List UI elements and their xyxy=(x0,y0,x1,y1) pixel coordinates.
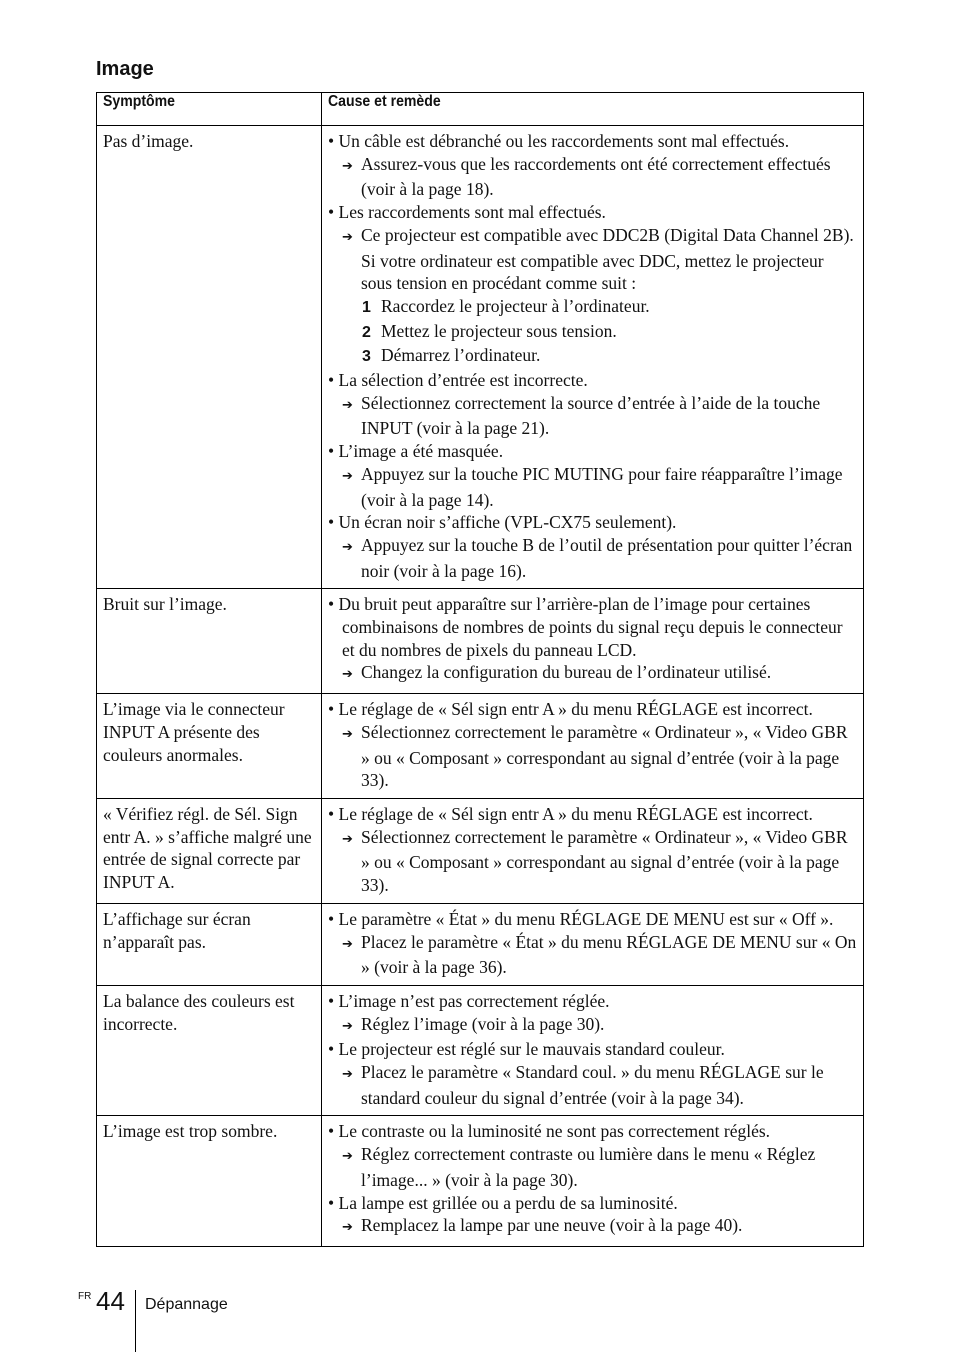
remedy-item xyxy=(328,534,857,582)
page-number: 44 xyxy=(96,1286,125,1316)
table-row xyxy=(97,798,864,903)
arrow-right-icon: ➔ xyxy=(342,539,353,555)
cause-text: Le réglage de « Sél sign entr A » du menu RÉGLAGE est incorrect. xyxy=(338,699,813,720)
cause-remedy-cell xyxy=(322,126,864,589)
table-row xyxy=(97,694,864,799)
remedy-item xyxy=(328,721,857,792)
arrow-right-icon: ➔ xyxy=(342,667,353,683)
step-text: Mettez le projecteur sous tension. xyxy=(381,320,617,341)
remedy-text: Sélectionnez correctement le paramètre « Ordinateur », « Video GBR » ou « Composant » correspondant au signal d’entrée (voir à la page 33). xyxy=(361,826,848,896)
arrow-right-icon: ➔ xyxy=(342,1149,353,1165)
cause-remedy-cell xyxy=(322,589,864,694)
arrow-right-icon: ➔ xyxy=(342,229,353,245)
cause-remedy-cell xyxy=(322,1116,864,1247)
footer-language: FR xyxy=(78,1291,92,1302)
cause-remedy-cell xyxy=(322,694,864,799)
remedy-text: Assurez-vous que les raccordements ont été correctement effectués (voir à la page 18). xyxy=(361,153,831,200)
remedy-item xyxy=(328,1013,857,1039)
remedy-text: Placez le paramètre « Standard coul. » du menu RÉGLAGE sur le standard couleur du signal d’entrée (voir à la page 34). xyxy=(361,1062,824,1108)
header-symptom: Symptôme xyxy=(97,93,322,126)
remedy-item xyxy=(328,224,857,295)
remedy-text: Changez la configuration du bureau de l’ordinateur utilisé. xyxy=(361,662,772,683)
remedy-item xyxy=(328,1214,857,1240)
section-title: Image xyxy=(96,58,154,80)
troubleshooting-table xyxy=(96,92,864,1247)
symptom-cell: L’image est trop sombre. xyxy=(97,1116,322,1247)
symptom-cell: L’image via le connecteur INPUT A présente des couleurs anormales. xyxy=(97,694,322,799)
cause-text: L’image a été masquée. xyxy=(338,441,504,462)
cause-text: La sélection d’entrée est incorrecte. xyxy=(338,370,588,391)
cause-item: • La lampe est grillée ou a perdu de sa luminosité. xyxy=(328,1192,678,1213)
footer-section: Dépannage xyxy=(145,1296,228,1313)
cause-text: Le réglage de « Sél sign entr A » du menu RÉGLAGE est incorrect. xyxy=(338,803,813,824)
step-text: Raccordez le projecteur à l’ordinateur. xyxy=(381,295,650,316)
table-body xyxy=(97,126,864,1247)
remedy-text: Placez le paramètre « État » du menu RÉGLAGE DE MENU sur « On » (voir à la page 36). xyxy=(361,931,857,978)
step-number: 2 xyxy=(362,323,371,341)
cause-item: • Le réglage de « Sél sign entr A » du menu RÉGLAGE est incorrect. xyxy=(328,803,813,824)
remedy-text: Sélectionnez correctement le paramètre « Ordinateur », « Video GBR » ou « Composant » correspondant au signal d’entrée (voir à la page 33). xyxy=(361,721,848,791)
cause-text: Le contraste ou la luminosité ne sont pas correctement réglés. xyxy=(338,1121,771,1142)
remedy-item xyxy=(328,661,857,687)
cause-item: • Les raccordements sont mal effectués. xyxy=(328,202,606,223)
step-item xyxy=(328,320,857,345)
arrow-right-icon: ➔ xyxy=(342,831,353,847)
remedy-text: Ce projecteur est compatible avec DDC2B (Digital Data Channel 2B). Si votre ordinateur est compatible avec DDC, mettez le projecteur sous tension en procédant comme suit : xyxy=(361,224,854,294)
cause-text: Un câble est débranché ou les raccordements sont mal effectués. xyxy=(338,131,790,151)
footer-divider xyxy=(135,1290,136,1352)
remedy-item xyxy=(328,153,857,201)
remedy-text: Sélectionnez correctement la source d’entrée à l’aide de la touche INPUT (voir à la page 21). xyxy=(361,392,821,439)
cause-text: Les raccordements sont mal effectués. xyxy=(338,202,606,223)
remedy-item xyxy=(328,826,857,897)
remedy-text: Appuyez sur la touche PIC MUTING pour faire réapparaître l’image (voir à la page 14). xyxy=(361,463,843,510)
remedy-text: Remplacez la lampe par une neuve (voir à la page 40). xyxy=(361,1215,743,1236)
cause-text: Le paramètre « État » du menu RÉGLAGE DE MENU est sur « Off ». xyxy=(338,908,834,929)
step-text: Démarrez l’ordinateur. xyxy=(381,345,541,366)
symptom-cell: L’affichage sur écran n’apparaît pas. xyxy=(97,903,322,985)
cause-item: • Le projecteur est réglé sur le mauvais standard couleur. xyxy=(328,1039,725,1060)
cause-item: • La sélection d’entrée est incorrecte. xyxy=(328,370,588,391)
table-row xyxy=(97,985,864,1116)
table-row xyxy=(97,1116,864,1247)
cause-text: Un écran noir s’affiche (VPL-CX75 seulement). xyxy=(338,512,677,533)
remedy-item xyxy=(328,1143,857,1191)
remedy-text: Réglez correctement contraste ou lumière dans le menu « Réglez l’image... » (voir à la page 30). xyxy=(361,1144,816,1190)
cause-item: • Le réglage de « Sél sign entr A » du menu RÉGLAGE est incorrect. xyxy=(328,699,813,720)
symptom-cell: La balance des couleurs est incorrecte. xyxy=(97,985,322,1116)
cause-item: • Du bruit peut apparaître sur l’arrière-plan de l’image pour certaines combinaisons de nombres de points du signal reçu depuis le connecteur et du nombres de pixels du panneau LCD. xyxy=(328,594,843,660)
arrow-right-icon: ➔ xyxy=(342,1067,353,1083)
cause-remedy-cell xyxy=(322,798,864,903)
remedy-text: Réglez l’image (voir à la page 30). xyxy=(361,1013,605,1034)
arrow-right-icon: ➔ xyxy=(342,468,353,484)
remedy-item xyxy=(328,931,857,979)
remedy-item xyxy=(328,463,857,511)
cause-item: • L’image a été masquée. xyxy=(328,441,504,462)
cause-text: L’image n’est pas correctement réglée. xyxy=(338,990,610,1011)
step-number: 1 xyxy=(362,298,371,316)
symptom-cell: Pas d’image. xyxy=(97,126,322,589)
cause-item: • Le paramètre « État » du menu RÉGLAGE DE MENU est sur « Off ». xyxy=(328,908,834,929)
cause-item: • Un câble est débranché ou les raccordements sont mal effectués. xyxy=(328,131,790,151)
remedy-text: Appuyez sur la touche B de l’outil de présentation pour quitter l’écran noir (voir à la page 16). xyxy=(361,534,853,581)
step-item xyxy=(328,344,857,369)
cause-text: Le projecteur est réglé sur le mauvais standard couleur. xyxy=(338,1039,725,1060)
table-row xyxy=(97,903,864,985)
arrow-right-icon: ➔ xyxy=(342,397,353,413)
header-cause-remedy: Cause et remède xyxy=(322,93,864,126)
cause-remedy-cell xyxy=(322,985,864,1116)
arrow-right-icon: ➔ xyxy=(342,1018,353,1034)
arrow-right-icon: ➔ xyxy=(342,1220,353,1236)
cause-item: • L’image n’est pas correctement réglée. xyxy=(328,990,610,1011)
symptom-cell: « Vérifiez régl. de Sél. Sign entr A. » s’affiche malgré une entrée de signal correcte par INPUT A. xyxy=(97,798,322,903)
remedy-item xyxy=(328,392,857,440)
table-row xyxy=(97,589,864,694)
table-row xyxy=(97,126,864,589)
cause-remedy-cell xyxy=(322,903,864,985)
step-number: 3 xyxy=(362,348,371,366)
symptom-cell: Bruit sur l’image. xyxy=(97,589,322,694)
arrow-right-icon: ➔ xyxy=(342,726,353,742)
step-item xyxy=(328,295,857,320)
arrow-right-icon: ➔ xyxy=(342,158,353,174)
cause-item: • Le contraste ou la luminosité ne sont pas correctement réglés. xyxy=(328,1121,771,1142)
table-header-row xyxy=(97,93,864,126)
cause-text: Du bruit peut apparaître sur l’arrière-plan de l’image pour certaines combinaisons de nombres de points du signal reçu depuis le connecteur et du nombres de pixels du panneau LCD. xyxy=(338,594,843,660)
remedy-item xyxy=(328,1061,857,1109)
cause-text: La lampe est grillée ou a perdu de sa luminosité. xyxy=(338,1192,678,1213)
arrow-right-icon: ➔ xyxy=(342,936,353,952)
cause-item: • Un écran noir s’affiche (VPL-CX75 seulement). xyxy=(328,512,677,533)
